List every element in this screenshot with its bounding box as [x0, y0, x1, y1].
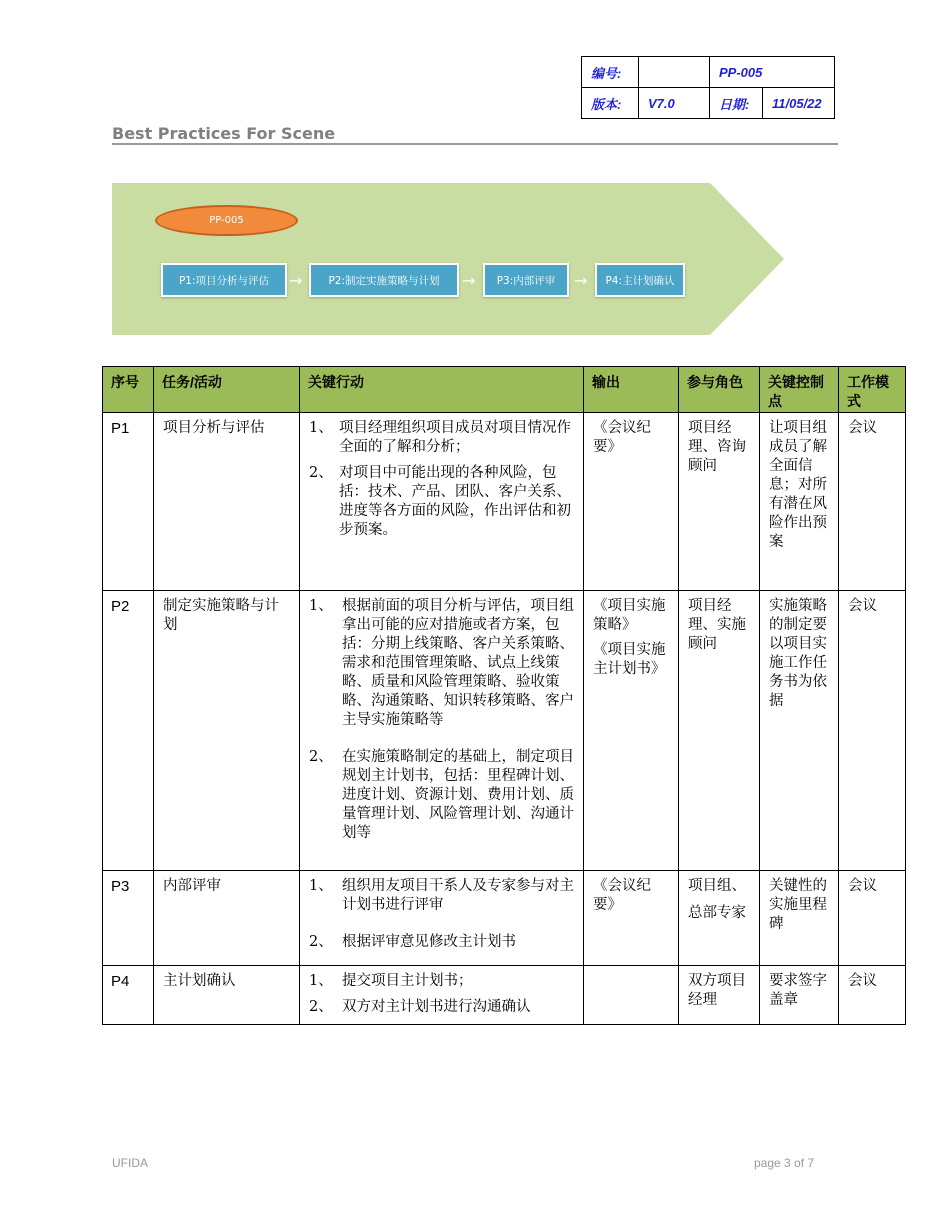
step-p4: P4:主计划确认: [595, 263, 685, 297]
row-roles: 项目经理、咨询顾问: [679, 413, 760, 591]
action-item: 2、 根据评审意见修改主计划书: [309, 934, 516, 950]
action-item: 1、 组织用友项目干系人及专家参与对主计划书进行评审: [309, 878, 574, 913]
row-control: 要求签字盖章: [760, 966, 839, 1025]
version-label: 版本:: [582, 88, 639, 119]
row-code: P4: [103, 966, 154, 1025]
process-id-oval: PP-005: [155, 205, 298, 236]
document-title: Best Practices For Scene: [112, 124, 336, 143]
row-actions: [300, 966, 584, 1025]
date-label: 日期:: [710, 88, 763, 119]
row-code: P1: [103, 413, 154, 591]
row-task: 内部评审: [154, 871, 300, 966]
version-value: V7.0: [639, 88, 710, 119]
row-code: P3: [103, 871, 154, 966]
row-control: 让项目组成员了解全面信息；对所有潜在风险作出预案: [760, 413, 839, 591]
row-task: 项目分析与评估: [154, 413, 300, 591]
footer-page-number: page 3 of 7: [754, 1156, 815, 1170]
header-task: 任务/活动: [154, 367, 300, 413]
row-task: 主计划确认: [154, 966, 300, 1025]
row-actions: [300, 871, 584, 966]
row-output: 《会议纪要》: [584, 871, 679, 966]
row-roles: 项目组、 总部专家: [679, 871, 760, 966]
row-output: 《会议纪要》: [584, 413, 679, 591]
action-item: 2、 对项目中可能出现的各种风险，包括：技术、产品、团队、客户关系、进度等各方面的风险，作出评估和初步预案。: [309, 465, 571, 538]
title-divider: [112, 143, 838, 145]
table-row: [103, 871, 906, 966]
arrow-right-icon: →: [462, 271, 476, 290]
row-roles: 双方项目经理: [679, 966, 760, 1025]
row-output: [584, 966, 679, 1025]
process-diagram: [112, 183, 784, 335]
header-seq: 序号: [103, 367, 154, 413]
row-mode: 会议: [839, 871, 906, 966]
footer-company: UFIDA: [112, 1156, 148, 1170]
arrow-right-icon: →: [574, 271, 588, 290]
header-actions: 关键行动: [300, 367, 584, 413]
number-spacer: [639, 57, 710, 88]
action-item: 2、 在实施策略制定的基础上，制定项目规划主计划书，包括：里程碑计划、进度计划、资源计划、费用计划、质量管理计划、风险管理计划、沟通计划等: [309, 749, 574, 841]
header-mode: 工作模式: [839, 367, 906, 413]
activity-table: [102, 366, 906, 1025]
table-row: [103, 966, 906, 1025]
arrow-right-icon: →: [289, 271, 303, 290]
row-control: 关键性的实施里程碑: [760, 871, 839, 966]
header-control: 关键控制点: [760, 367, 839, 413]
date-value: 11/05/22: [763, 88, 835, 119]
action-item: 1、 项目经理组织项目成员对项目情况作全面的了解和分析；: [309, 420, 571, 455]
action-item: 1、 提交项目主计划书；: [309, 973, 473, 989]
number-label: 编号:: [582, 57, 639, 88]
document-meta-table: [581, 56, 835, 119]
table-row: [103, 591, 906, 871]
row-code: P2: [103, 591, 154, 871]
action-item: 1、 根据前面的项目分析与评估，项目组拿出可能的应对措施或者方案，包括：分期上线策略、客户关系策略、需求和范围管理策略、试点上线策略、质量和风险管理策略、验收策略、沟通策略、知识转移策略、客户主导实施策略等: [309, 598, 574, 728]
action-item: 2、 双方对主计划书进行沟通确认: [309, 999, 531, 1015]
row-mode: 会议: [839, 413, 906, 591]
row-mode: 会议: [839, 591, 906, 871]
table-row: [103, 413, 906, 591]
row-actions: [300, 591, 584, 871]
step-p2: P2:制定实施策略与计划: [309, 263, 459, 297]
header-output: 输出: [584, 367, 679, 413]
row-actions: [300, 413, 584, 591]
step-p3: P3:内部评审: [483, 263, 569, 297]
row-mode: 会议: [839, 966, 906, 1025]
step-p1: P1:项目分析与评估: [161, 263, 287, 297]
row-control: 实施策略的制定要以项目实施工作任务书为依据: [760, 591, 839, 871]
row-output: 《项目实施策略》 《项目实施主计划书》: [584, 591, 679, 871]
number-value: PP-005: [710, 57, 835, 88]
row-task: 制定实施策略与计划: [154, 591, 300, 871]
header-roles: 参与角色: [679, 367, 760, 413]
row-roles: 项目经理、实施顾问: [679, 591, 760, 871]
